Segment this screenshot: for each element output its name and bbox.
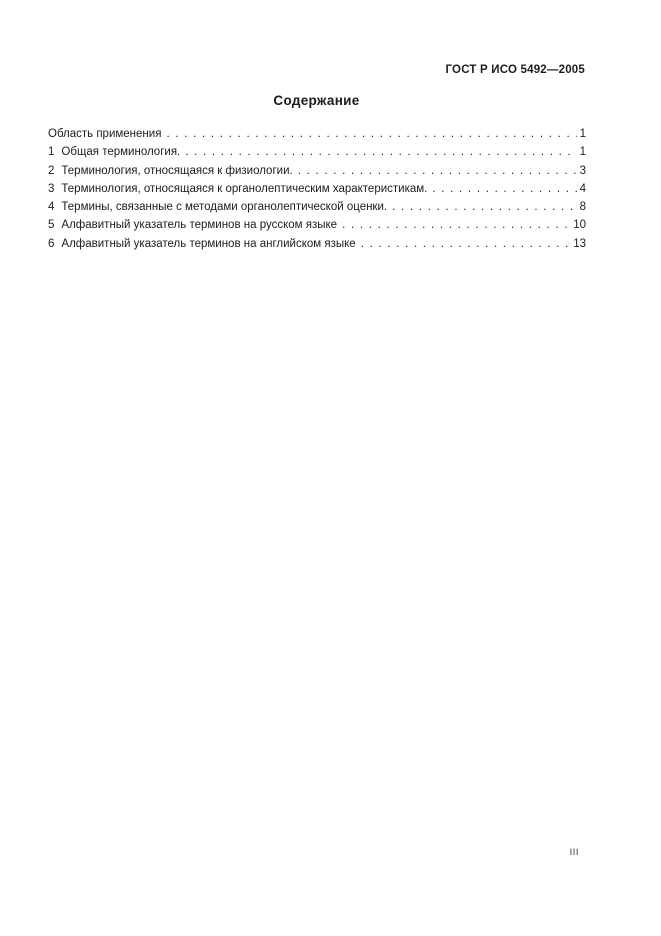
toc-entry-page: 4 [579, 182, 586, 195]
toc-dot-leader [342, 216, 570, 234]
toc-entry [48, 198, 586, 216]
toc-entry-page: 13 [573, 237, 586, 250]
toc-entry-label: Терминология, относящаяся к органолептическим характеристикам. [61, 182, 428, 195]
toc-dot-leader [185, 143, 576, 161]
toc-entry [48, 125, 586, 143]
toc-entry [48, 235, 586, 253]
toc-entry-number: 4 [48, 201, 55, 214]
toc-entry-number: 6 [48, 237, 55, 250]
toc-entry-page: 8 [579, 201, 586, 214]
toc-entry [48, 216, 586, 234]
toc-entry-label: Термины, связанные с методами органолептической оценки. [61, 201, 388, 214]
toc-entry [48, 143, 586, 161]
toc-entry-page: 10 [573, 219, 586, 232]
toc-dot-leader [298, 162, 577, 180]
toc-entry-number: 5 [48, 219, 55, 232]
page-title: Содержание [273, 93, 360, 108]
document-code-header: ГОСТ Р ИСО 5492—2005 [445, 64, 585, 76]
toc-dot-leader [361, 235, 571, 253]
toc-entry-page: 1 [579, 146, 586, 159]
toc-dot-leader [166, 125, 576, 143]
toc-entry-number: 3 [48, 182, 55, 195]
toc-entry-label: Алфавитный указатель терминов на русском языке [61, 219, 338, 232]
toc-entry-number: 1 [48, 146, 55, 159]
toc-dot-leader [432, 180, 576, 198]
toc-entry-page: 3 [579, 164, 586, 177]
table-of-contents [48, 125, 586, 253]
toc-entry-page: 1 [579, 128, 586, 140]
toc-entry [48, 162, 586, 180]
page-number-footer: III [569, 847, 579, 858]
toc-entry-label: Область применения [48, 128, 162, 140]
toc-entry-label: Алфавитный указатель терминов на английском языке [61, 237, 356, 250]
toc-entry [48, 180, 586, 198]
toc-dot-leader [392, 198, 577, 216]
toc-entry-label: Терминология, относящаяся к физиологии. [61, 164, 293, 177]
toc-entry-number: 2 [48, 164, 55, 177]
toc-entry-label: Общая терминология. [61, 146, 181, 159]
